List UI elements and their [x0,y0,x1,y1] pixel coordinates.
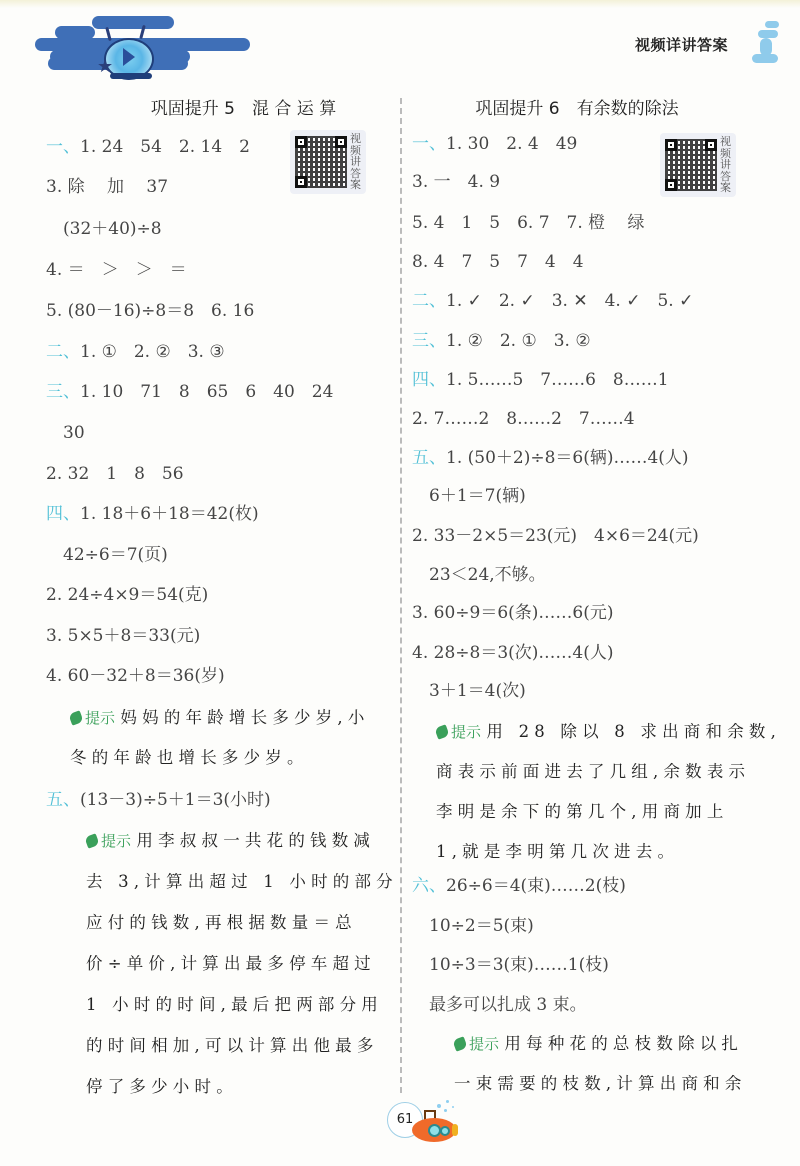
section-title-right: 巩固提升 6 有余数的除法 [475,99,679,119]
qr-code-left[interactable] [290,130,366,194]
answer-line: (32＋40)÷8 [46,219,162,239]
answer-line: 3. 一 4. 9 [412,172,501,192]
play-icon [123,48,135,66]
answer-line: 5. 4 1 5 6. 7 7. 橙 绿 [412,213,645,233]
page-number: 61 [387,1102,423,1138]
qr-caption: 视 频 讲 答 案 [720,135,731,194]
hint-line: 冬的年龄也增长多少岁。 [70,748,309,767]
hint-line: 去 3,计算出超过 1 小时的部分 [86,872,398,891]
answer-line: 一、1. 24 54 2. 14 2 [46,137,250,157]
answer-line: 3＋1＝4(次) [412,681,526,701]
answer-line: 三、1. ② 2. ① 3. ② [412,331,591,351]
qr-caption: 视 频 讲 答 案 [350,132,361,191]
hint-block: 提示 用每种花的总枝数除以扎 [454,1032,743,1056]
answer-line: 3. 5×5＋8＝33(元) [46,626,201,646]
hint-block: 提示 妈妈的年龄增长多少岁,小 [70,706,370,730]
section-title-left: 巩固提升 5 混 合 运 算 [150,99,337,119]
hint-line: 李明是余下的第几个,用商加上 [436,802,729,821]
left-column [46,92,391,126]
answer-line: 四、1. 5……5 7……6 8……1 [412,370,669,390]
answer-line: 2. 32 1 8 56 [46,464,184,484]
hint-line: 商表示前面进去了几组,余数表示 [436,762,751,781]
answer-line: 3. 除 加 37 [46,177,169,197]
answer-line: 二、1. ① 2. ② 3. ③ [46,342,225,362]
answer-line: 一、1. 30 2. 4 49 [412,134,578,154]
answer-line: 23＜24,不够。 [412,565,546,585]
answer-line: 五、1. (50＋2)÷8＝6(辆)……4(人) [412,448,689,468]
answer-line: 二、1. ✓ 2. ✓ 3. ✕ 4. ✓ 5. ✓ [412,291,694,311]
hint-line: 停了多少小时。 [86,1077,238,1096]
star-icon: ★ [97,56,114,77]
answer-line: 4. 28÷8＝3(次)……4(人) [412,643,614,663]
answer-line: 最多可以扎成 3 束。 [412,995,587,1015]
answer-line: 五、(13－3)÷5＋1＝3(小时) [46,790,271,810]
hint-line: 应付的钱数,再根据数量＝总 [86,913,357,932]
hint-line: 1,就是李明第几次进去。 [436,842,680,861]
answer-line: 10÷3＝3(束)……1(枝) [412,955,609,975]
answer-line: 30 [46,423,85,443]
answer-line: 三、1. 10 71 8 65 6 40 24 [46,382,334,402]
answer-line: 4. 60－32＋8＝36(岁) [46,666,225,686]
answer-line: 4. ＝ ＞ ＞ ＝ [46,260,187,280]
answer-line: 2. 7……2 8……2 7……4 [412,409,635,429]
answer-line: 5. (80－16)÷8＝8 6. 16 [46,301,255,321]
answer-line: 2. 33－2×5＝23(元) 4×6＝24(元) [412,526,699,546]
answer-line: 8. 4 7 5 7 4 4 [412,252,584,272]
column-divider [400,98,402,1093]
hint-line: 的时间相加,可以计算出他最多 [86,1036,379,1055]
hint-line: 一束需要的枝数,计算出商和余 [454,1074,747,1093]
answer-line: 四、1. 18＋6＋18＝42(枚) [46,504,259,524]
answer-line: 2. 24÷4×9＝54(克) [46,585,209,605]
right-column [412,92,792,126]
hint-block: 提示 用 28 除以 8 求出商和余数, [436,720,781,744]
answer-line: 6＋1＝7(辆) [412,486,526,506]
qr-code-right[interactable] [660,133,736,197]
answer-line: 42÷6＝7(页) [46,545,168,565]
answer-line: 六、26÷6＝4(束)……2(枝) [412,876,626,896]
hint-line: 价÷单价,计算出最多停车超过 [86,954,376,973]
hint-bell-icon [68,710,83,725]
answer-line: 3. 60÷9＝6(条)……6(元) [412,603,614,623]
hint-bell-icon [452,1036,467,1051]
hint-bell-icon [434,724,449,739]
page-top-edge [0,0,800,8]
answer-line: 10÷2＝5(束) [412,916,534,936]
hint-bell-icon [84,833,99,848]
hint-line: 1 小时的时间,最后把两部分用 [86,995,383,1014]
header-title: 视频详讲答案 [634,36,728,54]
hint-block: 提示 用李叔叔一共花的钱数减 [86,829,375,853]
